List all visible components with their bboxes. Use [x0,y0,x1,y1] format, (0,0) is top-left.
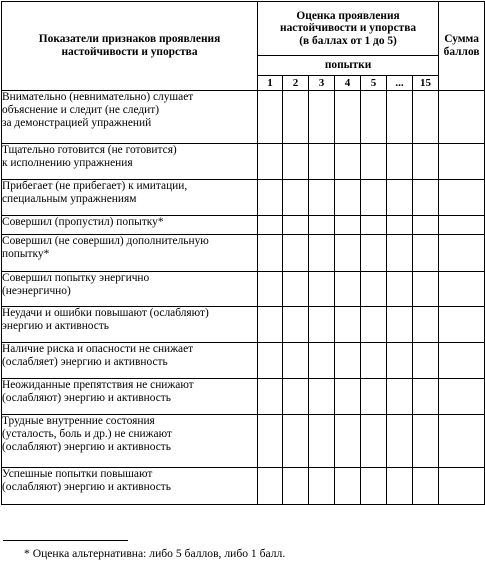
table-row [2,144,485,180]
score-cell[interactable] [335,144,361,180]
score-cell[interactable] [283,180,309,216]
sum-header-line-2: баллов [443,46,480,58]
score-cell[interactable] [283,272,309,307]
score-cell[interactable] [413,180,439,216]
indicator-text-line: Совершил попытку энергично [2,272,150,284]
header-row-top [2,2,485,56]
sum-cell[interactable] [439,91,485,144]
score-cell[interactable] [361,235,387,272]
table-row [2,235,485,272]
score-cell[interactable] [283,379,309,415]
table-row [2,379,485,415]
attempt-number-header: 5 [361,76,387,91]
score-cell[interactable] [309,379,335,415]
indicator-text-line: Неожиданные препятствия не снижают [2,379,194,391]
score-cell[interactable] [361,180,387,216]
indicator-cell [2,343,258,379]
indicator-text-line: (усталость, боль и др.) не снижают [2,428,172,440]
sum-cell[interactable] [439,415,485,468]
score-cell[interactable] [413,343,439,379]
score-cell[interactable] [387,216,413,235]
score-cell[interactable] [413,379,439,415]
score-cell[interactable] [283,91,309,144]
score-cell[interactable] [413,144,439,180]
indicator-cell [2,307,258,343]
indicator-cell [2,379,258,415]
attempt-number-header: ... [387,76,413,91]
indicator-cell [2,235,258,272]
indicator-text-line: за демонстрацией упражнений [2,117,152,129]
attempt-number-header: 15 [413,76,439,91]
table-row [2,343,485,379]
attempt-number-header: 3 [309,76,335,91]
indicator-text-line: Тщательно готовится (не готовится) [2,144,177,156]
score-cell[interactable] [387,91,413,144]
score-cell[interactable] [283,343,309,379]
score-cell[interactable] [361,415,387,468]
score-cell[interactable] [335,343,361,379]
indicator-text-line: объяснение и следит (не следит) [2,104,160,116]
score-cell[interactable] [258,415,283,468]
score-cell[interactable] [387,379,413,415]
score-cell[interactable] [413,91,439,144]
score-cell[interactable] [309,468,335,505]
score-cell[interactable] [387,235,413,272]
attempt-number-header: 2 [283,76,309,91]
score-cell[interactable] [283,144,309,180]
indicator-text-line: попытку* [2,248,50,260]
indicator-text-line: (ослабляют) энергию и активность [2,441,171,453]
indicator-text-line: Успешные попытки повышают [2,468,153,480]
table-row [2,307,485,343]
indicator-text-line: Внимательно (невнимательно) слушает [2,91,194,103]
score-cell[interactable] [258,307,283,343]
score-cell[interactable] [309,307,335,343]
score-cell[interactable] [258,144,283,180]
score-cell[interactable] [309,415,335,468]
sum-cell[interactable] [439,468,485,505]
score-cell[interactable] [413,468,439,505]
score-cell[interactable] [258,272,283,307]
assessment-table [1,1,485,505]
score-cell[interactable] [387,343,413,379]
score-cell[interactable] [309,144,335,180]
score-header [258,2,439,56]
score-cell[interactable] [258,91,283,144]
score-cell[interactable] [335,272,361,307]
indicator-text-line: Наличие риска и опасности не снижает [2,343,194,355]
indicator-text-line: Неудачи и ошибки повышают (ослабляют) [2,307,209,319]
score-header-line-1: Оценка проявления [296,9,400,22]
table-row [2,180,485,216]
table-row [2,468,485,505]
score-cell[interactable] [361,144,387,180]
score-cell[interactable] [413,415,439,468]
score-cell[interactable] [335,468,361,505]
indicators-header: Показатели признаков проявления настойчивости и упорства [2,2,258,91]
score-cell[interactable] [361,216,387,235]
score-cell[interactable] [258,235,283,272]
score-cell[interactable] [283,216,309,235]
score-cell[interactable] [258,180,283,216]
indicator-text-line: Совершил (пропустил) попытку* [2,216,164,228]
indicator-cell [2,415,258,468]
score-cell[interactable] [309,235,335,272]
score-cell[interactable] [387,144,413,180]
score-cell[interactable] [309,272,335,307]
indicator-cell [2,216,258,235]
score-cell[interactable] [309,91,335,144]
score-cell[interactable] [413,272,439,307]
score-cell[interactable] [335,180,361,216]
score-cell[interactable] [387,272,413,307]
sum-cell[interactable] [439,379,485,415]
indicator-text-line: специальным упражнениям [2,193,137,205]
indicator-text-line: (ослабляет) энергию и активность [2,356,168,368]
indicator-text-line: энергию и активность [2,320,109,332]
sum-cell[interactable] [439,180,485,216]
indicator-cell [2,272,258,307]
score-cell[interactable] [413,235,439,272]
score-cell[interactable] [387,468,413,505]
score-cell[interactable] [335,307,361,343]
score-cell[interactable] [283,415,309,468]
score-cell[interactable] [335,91,361,144]
score-cell[interactable] [361,379,387,415]
score-cell[interactable] [413,216,439,235]
score-cell[interactable] [283,307,309,343]
score-cell[interactable] [387,307,413,343]
score-cell[interactable] [335,216,361,235]
score-cell[interactable] [387,415,413,468]
score-header-line-2: настойчивости и упорства [280,22,417,35]
score-cell[interactable] [283,235,309,272]
footnote-rule [3,540,128,541]
indicator-text-line: (ослабляют) энергию и активность [2,481,171,493]
indicator-text-line: (ослабляют) энергию и активность [2,392,171,404]
score-cell[interactable] [335,379,361,415]
score-cell[interactable] [258,216,283,235]
sum-cell[interactable] [439,235,485,272]
score-cell[interactable] [361,272,387,307]
score-cell[interactable] [309,343,335,379]
score-cell[interactable] [309,216,335,235]
score-cell[interactable] [361,468,387,505]
attempt-number-header: 4 [335,76,361,91]
indicator-cell [2,180,258,216]
score-cell[interactable] [335,415,361,468]
sum-cell[interactable] [439,307,485,343]
attempt-number-header: 1 [258,76,283,91]
sum-cell[interactable] [439,144,485,180]
table-row [2,272,485,307]
sum-cell[interactable] [439,343,485,379]
score-cell[interactable] [361,91,387,144]
indicator-text-line: к исполнению упражнения [2,157,133,169]
score-header-line-3: (в баллах от 1 до 5) [299,34,397,47]
sum-header [439,2,485,91]
score-cell[interactable] [258,343,283,379]
table-row [2,91,485,144]
indicator-cell [2,468,258,505]
sum-header-line-1: Сумма [444,33,479,45]
score-cell[interactable] [258,379,283,415]
indicator-text-line: Совершил (не совершил) дополнительную [2,235,209,247]
indicator-cell [2,144,258,180]
indicator-text-line: (неэнергично) [2,285,71,297]
score-cell[interactable] [361,343,387,379]
score-cell[interactable] [309,180,335,216]
sum-cell[interactable] [439,272,485,307]
table-row [2,415,485,468]
indicator-cell [2,91,258,144]
score-cell[interactable] [335,235,361,272]
table-body [2,91,485,505]
table-row [2,216,485,235]
score-cell[interactable] [361,307,387,343]
sum-cell[interactable] [439,216,485,235]
footnote: * Оценка альтернативна: либо 5 баллов, либо 1 балл. [24,547,286,560]
score-cell[interactable] [413,307,439,343]
indicator-text-line: Трудные внутренние состояния [2,415,155,427]
attempts-header: попытки [258,56,439,76]
score-cell[interactable] [387,180,413,216]
score-cell[interactable] [283,468,309,505]
indicator-text-line: Прибегает (не прибегает) к имитации, [2,180,188,192]
score-cell[interactable] [258,468,283,505]
